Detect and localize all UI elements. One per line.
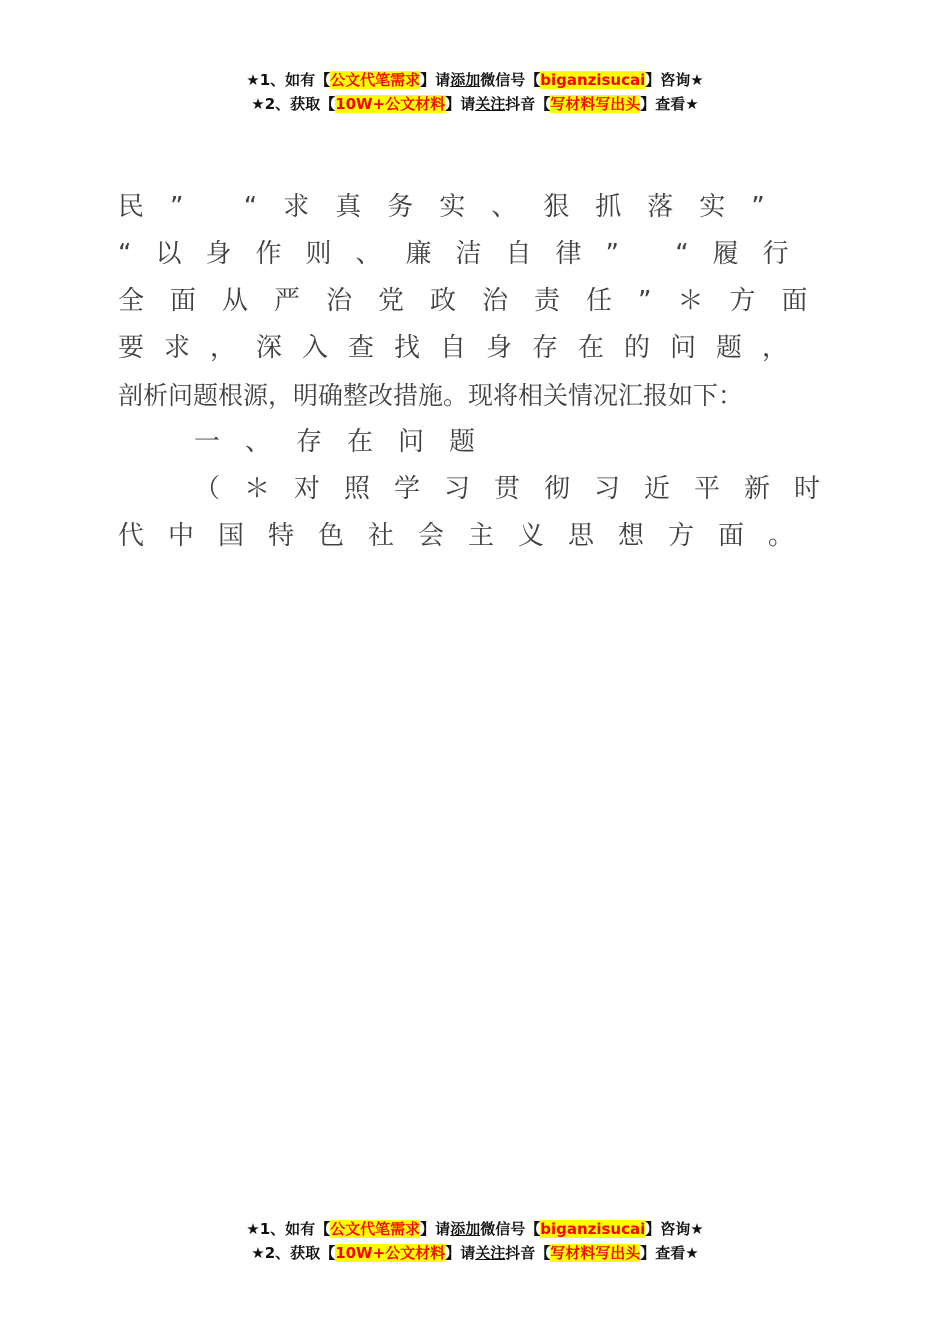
highlight-wechat-id: biganzisucai [540,71,646,89]
section-heading: 一、存在问题 [194,427,501,457]
banner-line-2: ★2、获取【10W+公文材料】请关注抖音【写材料写出头】查看★ [251,95,699,113]
banner-line-1: ★1、如有【公文代笔需求】请添加微信号【biganzisucai】咨询★ [246,71,704,89]
header-banner [0,68,950,116]
body-line-8: 代中国特色社会主义思想方面。 [118,521,819,551]
highlight-service: 公文代笔需求 [330,71,421,89]
document-body [118,184,858,560]
highlight-materials: 10W+公文材料 [335,95,446,113]
footer-line-2: ★2、获取【10W+公文材料】请关注抖音【写材料写出头】查看★ [251,1244,699,1262]
body-line-7: （＊对照学习贯彻习近平新时 [194,474,845,504]
body-line-4: 要求，深入查找自身存在的问题， [118,333,809,363]
highlight-douyin: 写材料写出头 [550,95,641,113]
body-line-3: 全面从严治党政治责任”＊方面 [118,286,834,316]
body-line-2: “以身作则、廉洁自律” “履行 [118,239,813,269]
footer-line-1: ★1、如有【公文代笔需求】请添加微信号【biganzisucai】咨询★ [246,1220,704,1238]
footer-banner [0,1217,950,1265]
body-line-1: 民” “求真务实、狠抓落实” [118,192,791,222]
body-line-5: 剖析问题根源，明确整改措施。现将相关情况汇报如下： [118,381,744,410]
